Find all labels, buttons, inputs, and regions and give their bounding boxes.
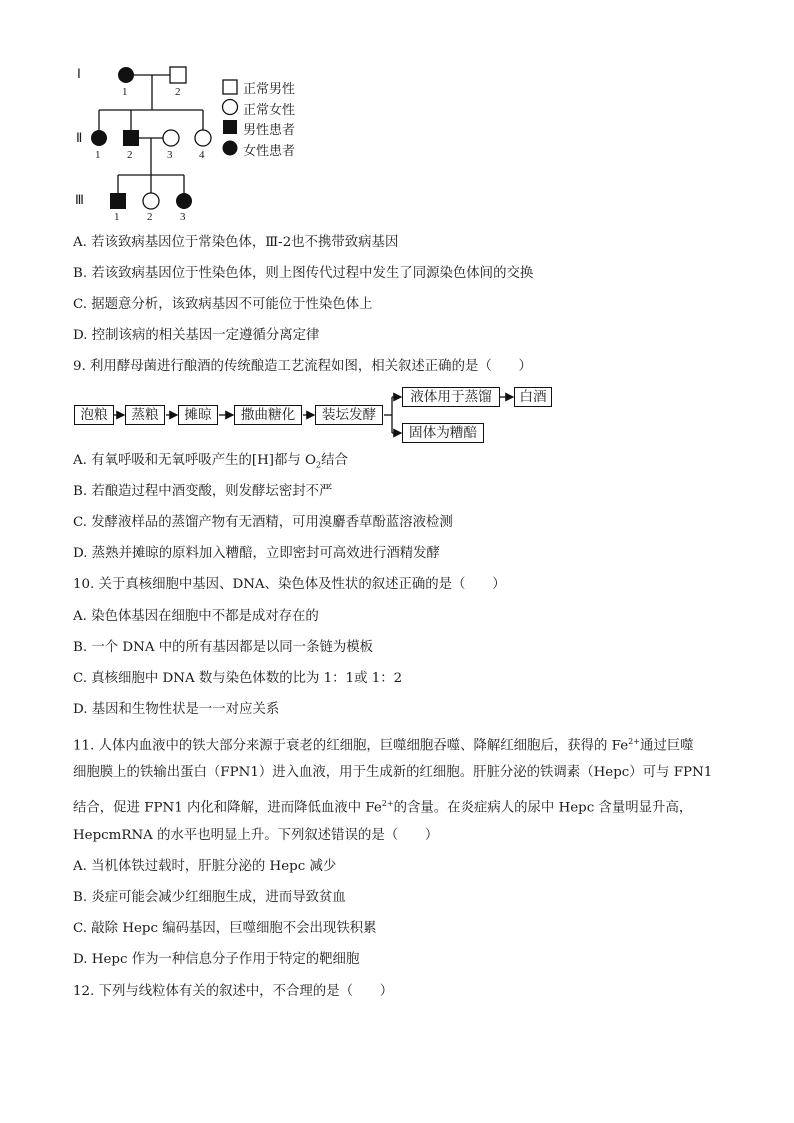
q10-stem: 10. 关于真核细胞中基因、DNA、染色体及性状的叙述正确的是（ ） <box>73 577 506 592</box>
gen2-number: 1 <box>95 149 101 161</box>
q8-option-a: A. 若该致病基因位于常染色体，Ⅲ-2也不携带致病基因 <box>73 235 399 250</box>
q8-option-d: D. 控制该病的相关基因一定遵循分离定律 <box>73 328 320 343</box>
q11-line1-text: 11. 人体内血液中的铁大部分来源于衰老的红细胞，巨噬细胞吞噬、降解红细胞后，获得的 Fe <box>73 738 629 754</box>
flow-box-liquor: 白酒 <box>514 387 552 407</box>
q11-option-b: B. 炎症可能会减少红细胞生成，进而导致贫血 <box>73 890 346 905</box>
gen3-number: 1 <box>114 211 120 223</box>
gen2-affected-male <box>123 130 139 146</box>
q11-stem-line3 <box>73 795 692 817</box>
flow-arrows <box>0 380 794 450</box>
q10-option-a: A. 染色体基因在细胞中不都是成对存在的 <box>73 609 319 624</box>
legend-normal-female-label: 正常女性 <box>243 103 296 118</box>
generation-label-2: Ⅱ <box>76 130 83 145</box>
q11-line3-text: 结合，促进 FPN1 内化和降解，进而降低血液中 Fe <box>73 800 382 816</box>
flow-box-steam: 蒸粮 <box>125 405 165 425</box>
flow-box-ferment: 装坛发酵 <box>315 405 383 425</box>
q11-option-d: D. Hepc 作为一种信息分子作用于特定的靶细胞 <box>73 952 360 967</box>
legend-normal-female-symbol <box>223 100 238 115</box>
q11-stem-line4: HepcmRNA 的水平也明显上升。下列叙述错误的是（ ） <box>73 828 439 843</box>
flow-box-soak: 泡粮 <box>74 405 114 425</box>
legend-affected-male-label: 男性患者 <box>243 123 296 138</box>
gen3-affected-female <box>176 193 192 209</box>
q11-stem-line2: 细胞膜上的铁输出蛋白（FPN1）进入血液，用于生成新的红细胞。肝脏分泌的铁调素（Hepc）可与 FPN1 <box>73 765 713 780</box>
gen1-affected-female <box>118 67 134 83</box>
q11-line1-tail: 通过巨噬 <box>639 738 694 754</box>
gen1-normal-male <box>170 67 186 83</box>
q9-option-b: B. 若酿造过程中酒变酸，则发酵坛密封不严 <box>73 484 333 499</box>
q9-option-d: D. 蒸熟并摊晾的原料加入糟醅，立即密封可高效进行酒精发酵 <box>73 546 440 561</box>
q8-option-c: C. 据题意分析，该致病基因不可能位于性染色体上 <box>73 297 373 312</box>
q9-stem: 9. 利用酵母菌进行酿酒的传统酿造工艺流程如图，相关叙述正确的是（ ） <box>73 359 532 374</box>
gen2-number: 2 <box>127 149 133 161</box>
gen3-number: 3 <box>180 211 186 223</box>
gen3-number: 2 <box>147 211 153 223</box>
flow-box-liquid: 液体用于蒸馏 <box>402 387 500 407</box>
pedigree-lines <box>0 0 794 230</box>
gen3-affected-male <box>110 193 126 209</box>
legend-affected-female-label: 女性患者 <box>243 144 296 159</box>
flow-box-saccharify: 撒曲糖化 <box>234 405 302 425</box>
gen2-normal-female-3 <box>163 130 179 146</box>
q9-option-a <box>73 452 348 475</box>
q12-stem: 12. 下列与线粒体有关的叙述中，不合理的是（ ） <box>73 984 394 999</box>
gen1-number: 1 <box>122 86 128 98</box>
legend-affected-male-symbol <box>223 120 237 134</box>
q11-line3-tail: 的含量。在炎症病人的尿中 Hepc 含量明显升高， <box>393 800 693 816</box>
q11-option-a: A. 当机体铁过载时，肝脏分泌的 Hepc 减少 <box>73 859 337 874</box>
legend-normal-male-label: 正常男性 <box>243 82 296 97</box>
superscript: 2+ <box>381 799 394 808</box>
flow-box-solid: 固体为糟醅 <box>402 423 484 443</box>
superscript: 2+ <box>628 737 640 746</box>
subscript: 2 <box>316 460 322 470</box>
flow-box-cool: 摊晾 <box>178 405 218 425</box>
gen1-number: 2 <box>175 86 181 98</box>
q9-option-a-tail: 结合 <box>321 453 348 468</box>
q9-option-c: C. 发酵液样品的蒸馏产物有无酒精，可用溴麝香草酚蓝溶液检测 <box>73 515 453 530</box>
generation-label-1: Ⅰ <box>77 66 81 81</box>
q10-option-d: D. 基因和生物性状是一一对应关系 <box>73 702 280 717</box>
gen2-number: 3 <box>167 149 173 161</box>
legend-normal-male-symbol <box>223 80 237 94</box>
q11-option-c: C. 敲除 Hepc 编码基因，巨噬细胞不会出现铁积累 <box>73 921 377 936</box>
gen3-normal-female <box>143 193 159 209</box>
q9-option-a-text: A. 有氧呼吸和无氧呼吸产生的[H]都与 O <box>73 453 317 468</box>
q10-option-c: C. 真核细胞中 DNA 数与染色体数的比为 1：1或 1：2 <box>73 671 403 686</box>
q11-stem-line1 <box>73 733 694 755</box>
gen2-normal-female-4 <box>195 130 211 146</box>
legend-affected-female-symbol <box>223 141 238 156</box>
generation-label-3: Ⅲ <box>75 192 84 207</box>
q10-option-b: B. 一个 DNA 中的所有基因都是以同一条链为模板 <box>73 640 374 655</box>
gen2-affected-female <box>91 130 107 146</box>
q8-option-b: B. 若该致病基因位于性染色体，则上图传代过程中发生了同源染色体间的交换 <box>73 266 534 281</box>
gen2-number: 4 <box>199 149 205 161</box>
